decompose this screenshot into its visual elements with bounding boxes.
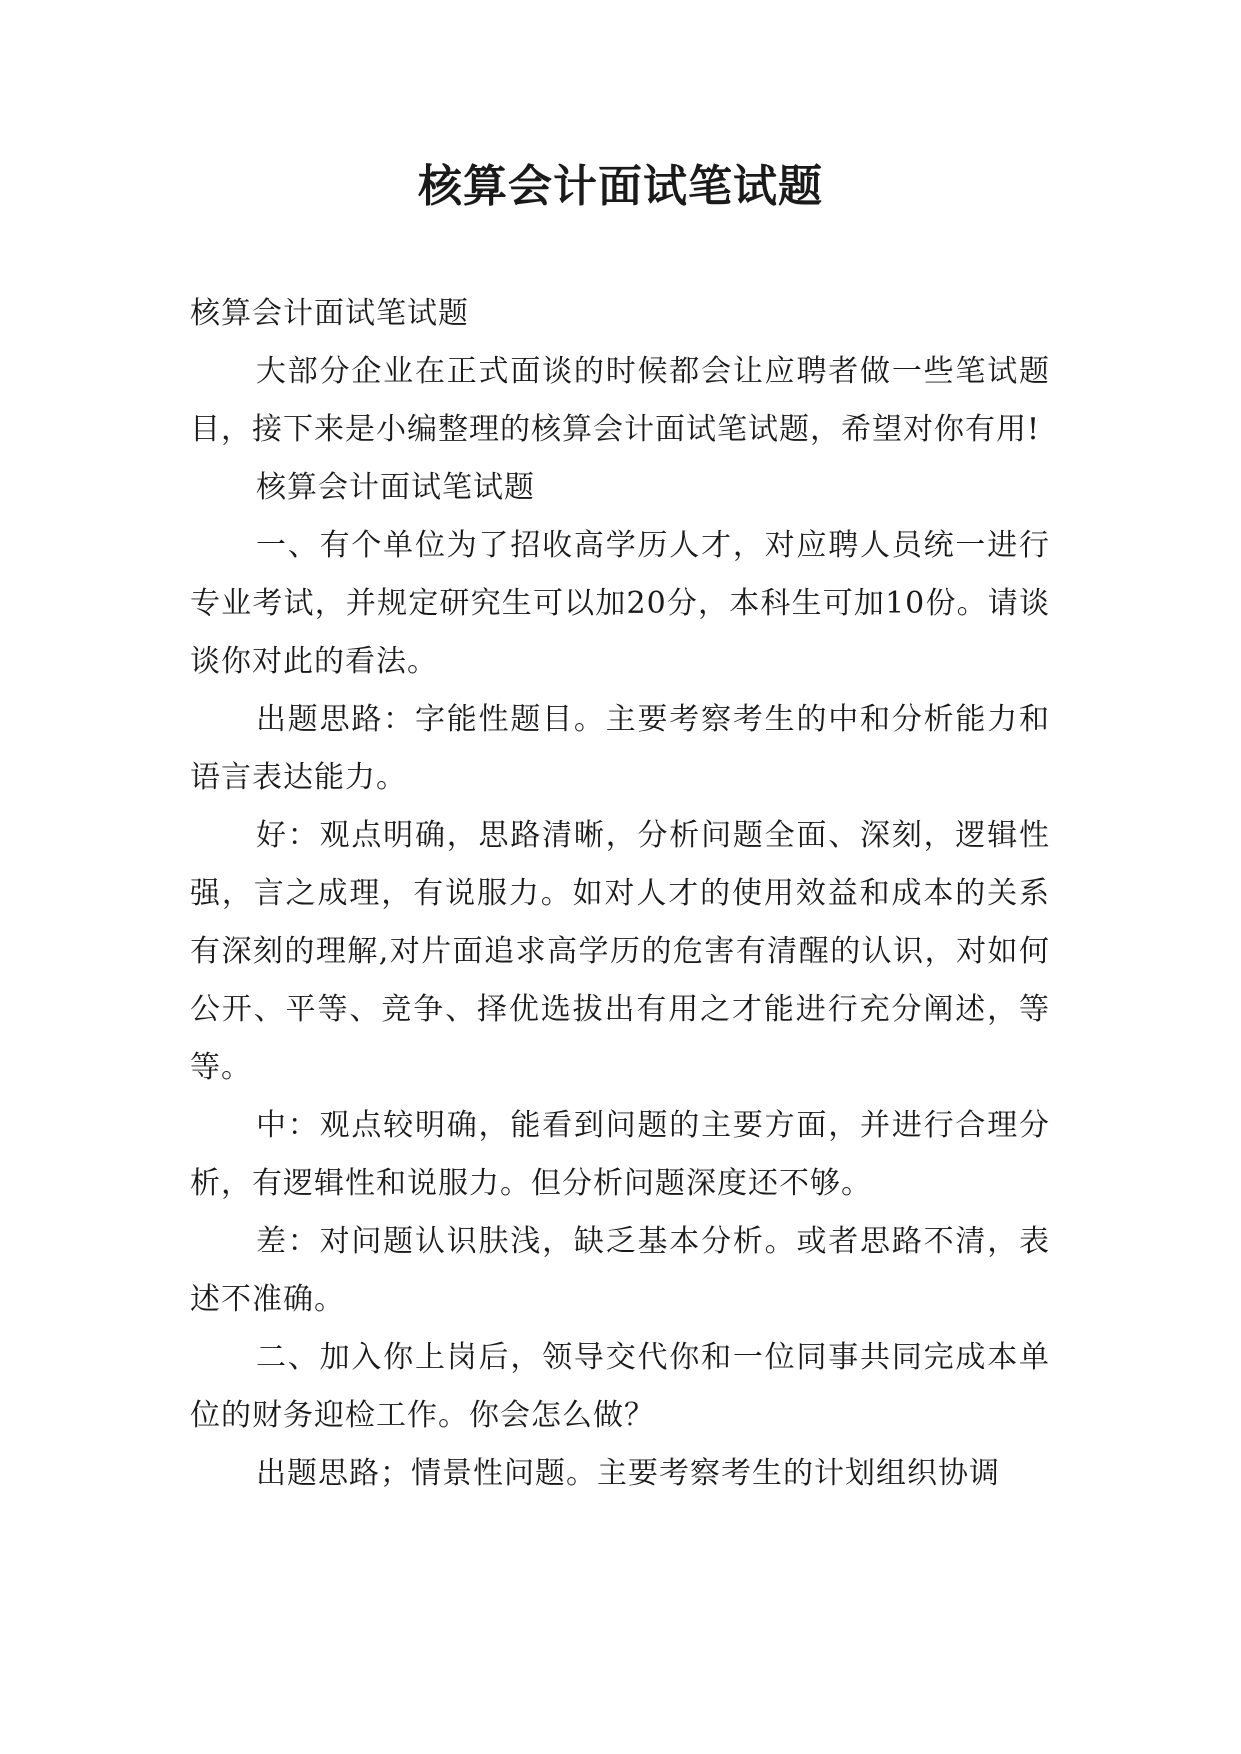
paragraph: 二、加入你上岗后，领导交代你和一位同事共同完成本单位的财务迎检工作。你会怎么做？ — [190, 1340, 1050, 1433]
paragraph: 中：观点较明确，能看到问题的主要方面，并进行合理分析，有逻辑性和说服力。但分析问题深度还不够。 — [190, 1108, 1050, 1201]
paragraph: 核算会计面试笔试题 — [190, 296, 469, 331]
paragraph: 出题思路；情景性问题。主要考察考生的计划组织协调 — [256, 1456, 1000, 1491]
paragraph: 核算会计面试笔试题 — [256, 470, 535, 505]
document-body — [190, 285, 1050, 1503]
paragraph: 大部分企业在正式面谈的时候都会让应聘者做一些笔试题目，接下来是小编整理的核算会计面试笔试题，希望对你有用! — [190, 354, 1050, 447]
paragraph: 出题思路：字能性题目。主要考察考生的中和分析能力和语言表达能力。 — [190, 702, 1050, 795]
paragraph: 差：对问题认识肤浅，缺乏基本分析。或者思路不清，表述不准确。 — [190, 1224, 1050, 1317]
paragraph: 好：观点明确，思路清晰，分析问题全面、深刻，逻辑性强，言之成理，有说服力。如对人才的使用效益和成本的关系有深刻的理解,对片面追求高学历的危害有清醒的认识，对如何公开、平等、竞争、择优选拔出有用之才能进行充分阐述，等等。 — [190, 818, 1050, 1085]
document-title: 核算会计面试笔试题 — [418, 161, 823, 212]
paragraph: 一、有个单位为了招收高学历人才，对应聘人员统一进行专业考试，并规定研究生可以加20分，本科生可加10份。请谈谈你对此的看法。 — [190, 528, 1050, 679]
